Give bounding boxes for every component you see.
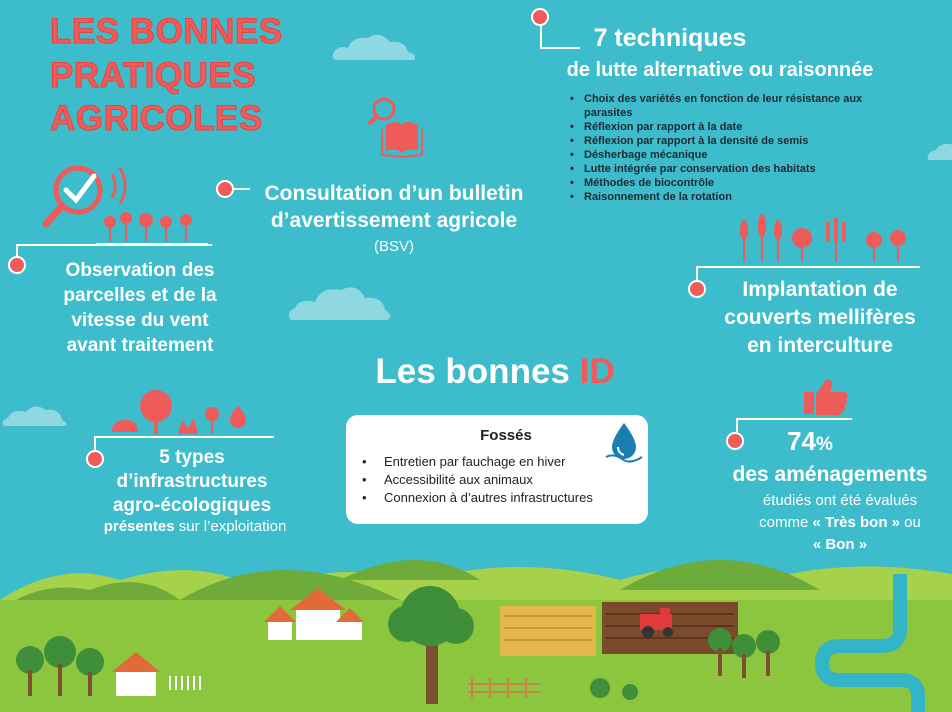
couverts-line-1: Implantation de: [742, 278, 898, 301]
observation-line-3: vitesse du vent: [71, 310, 209, 331]
amenagements-number: 74: [787, 426, 816, 456]
technique-item: • Raisonnement de la rotation: [568, 190, 888, 204]
connector-dot: [688, 280, 706, 298]
infra-line-1: 5 types: [159, 447, 225, 468]
couverts-line-2: couverts mellifères: [724, 306, 916, 329]
connector-dot: [726, 432, 744, 450]
page-title-line-2: PRATIQUES: [50, 56, 257, 95]
amenagements-line-3: [720, 512, 952, 534]
observation-line-1: Observation des: [65, 260, 215, 281]
technique-item: • Réflexion par rapport à la date: [568, 120, 888, 134]
infra-line-4: [70, 518, 320, 535]
infra-line-3: agro-écologiques: [112, 495, 272, 516]
cloud-decoration: [926, 140, 952, 162]
amenagements-line-3-bold: « Très bon »: [812, 514, 901, 531]
connector-dot: [531, 8, 549, 26]
bulletin-line-1: Consultation d’un bulletin: [264, 182, 524, 205]
connector-dot: [8, 256, 26, 274]
amenagements-line-3-prefix: comme: [759, 514, 813, 531]
amenagements-percent: [760, 426, 860, 457]
amenagements-line-3-suffix: ou: [900, 514, 921, 531]
amenagements-line-1: des aménagements: [732, 463, 928, 486]
infra-bold: présentes: [103, 518, 175, 535]
center-heading-highlight: ID: [579, 352, 615, 391]
wheat-flowers-icon: [734, 212, 922, 268]
thumbs-up-icon: [802, 376, 850, 416]
techniques-subheading: de lutte alternative ou raisonnée: [566, 59, 874, 81]
amenagements-line-2: étudiés ont été évalués: [762, 492, 918, 509]
cloud-decoration: [285, 282, 395, 322]
fosses-item: • Connexion à d’autres infrastructures: [360, 489, 593, 507]
page-title-line-1: LES BONNES: [50, 12, 283, 51]
observation-line-2: parcelles et de la: [63, 285, 217, 306]
connector-line: [696, 266, 698, 280]
farm-landscape-illustration: [0, 560, 952, 712]
fosses-item: • Entretien par fauchage en hiver: [360, 453, 593, 471]
fosses-item: • Accessibilité aux animaux: [360, 471, 593, 489]
infra-line-2: d’infrastructures: [116, 471, 268, 492]
connector-line: [696, 266, 920, 268]
water-drop-icon: [604, 421, 644, 465]
technique-item: • Réflexion par rapport à la densité de semis: [568, 134, 888, 148]
cloud-decoration: [330, 30, 420, 62]
bulletin-line-2: d’avertissement agricole: [270, 209, 518, 232]
couverts-line-3: en interculture: [747, 334, 893, 357]
infra-rest: sur l’exploitation: [174, 518, 287, 535]
connector-line: [16, 244, 212, 246]
connector-line: [736, 418, 852, 420]
center-heading-prefix: Les bonnes: [375, 352, 570, 391]
connector-line: [94, 436, 274, 438]
cloud-decoration: [0, 402, 70, 428]
technique-item: • Méthodes de biocontrôle: [568, 176, 888, 190]
techniques-heading: 7 techniques: [593, 24, 747, 52]
page-title-line-3: AGRICOLES: [50, 99, 263, 138]
bulletin-note: (BSV): [373, 238, 414, 255]
technique-item: • Choix des variétés en fonction de leur résistance aux parasites: [568, 92, 888, 120]
fosses-title: Fossés: [480, 427, 532, 444]
center-heading: [330, 352, 660, 392]
connector-line: [736, 418, 738, 432]
technique-item: • Lutte intégrée par conservation des habitats: [568, 162, 888, 176]
amenagements-line-4: « Bon »: [812, 536, 868, 553]
observation-line-4: avant traitement: [66, 335, 214, 356]
techniques-list: [568, 92, 888, 204]
connector-dot: [216, 180, 234, 198]
trees-infrastructure-icon: [108, 384, 268, 440]
fosses-list: [360, 453, 593, 507]
amenagements-percent-sign: %: [816, 434, 833, 455]
book-search-icon: [368, 95, 436, 159]
connector-line: [540, 26, 542, 48]
fosses-card: [346, 415, 648, 524]
technique-item: • Désherbage mécanique: [568, 148, 888, 162]
flowers-icon: [96, 210, 208, 246]
